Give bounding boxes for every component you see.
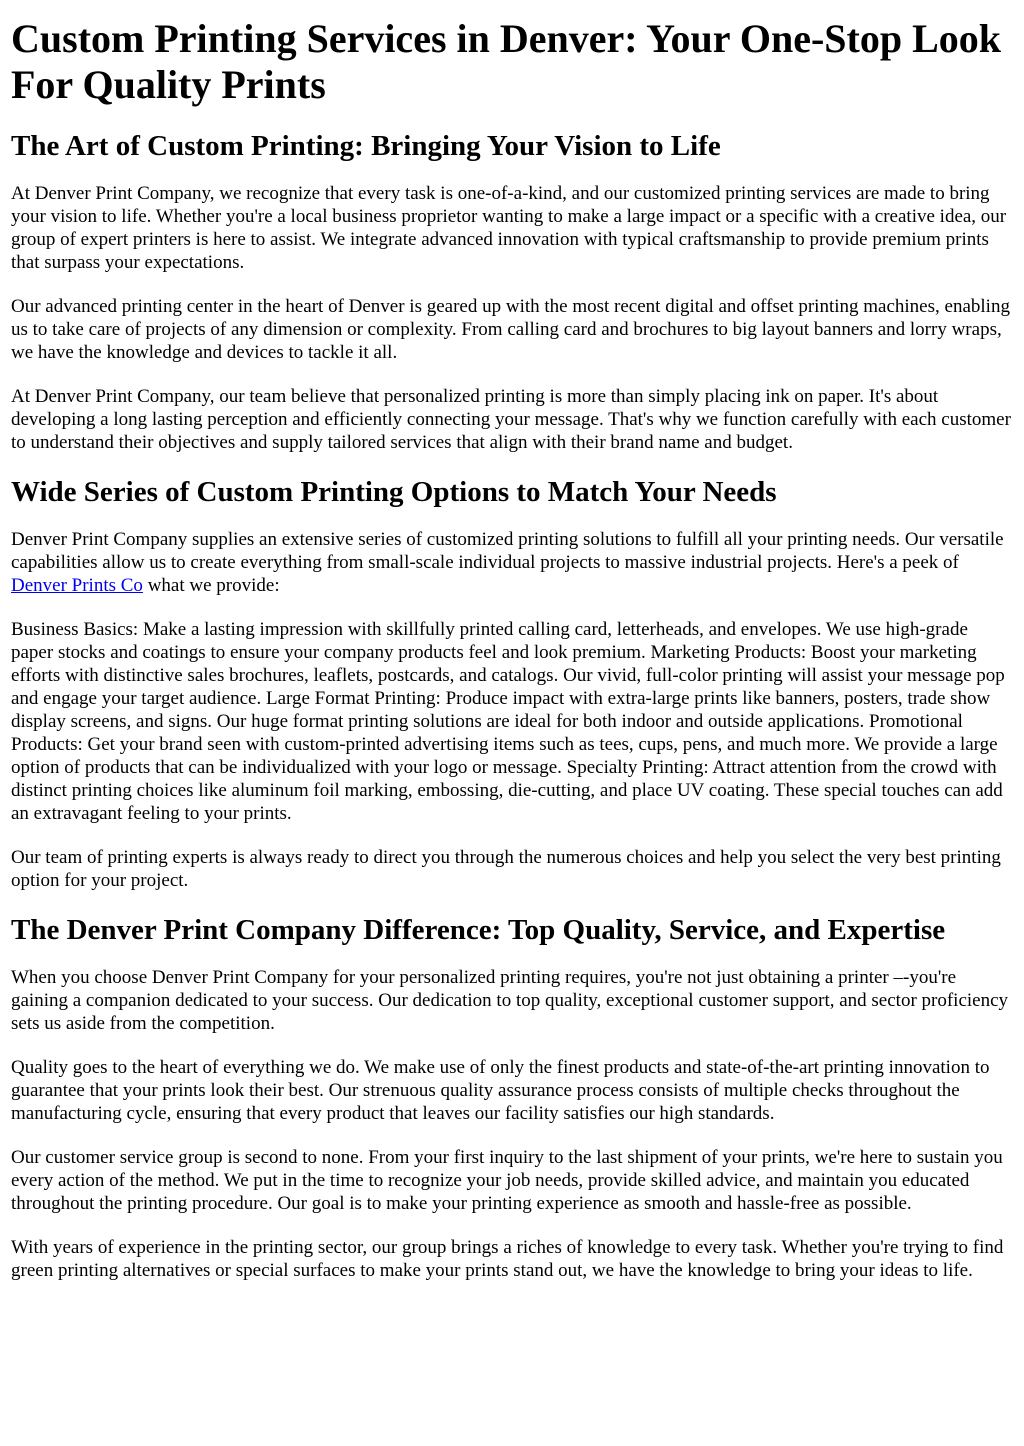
intro-text: Denver Print Company supplies an extensive series of customized printing solutions to fulfill all your printing needs. Our versatile capabilities allow us to create everything from small-scale individual projects to massive industrial projects. Here's a peek of [11,529,1004,573]
paragraph: At Denver Print Company, our team believe that personalized printing is more than simply placing ink on paper. It's about developing a long lasting perception and efficiently connecting your message. That's why we function carefully with each customer to understand their objectives and supply tailored services that align with their brand name and budget. [11,386,1011,453]
section-heading: The Denver Print Company Difference: Top Quality, Service, and Expertise [11,914,946,946]
section-company-difference [11,913,1013,1282]
paragraph: With years of experience in the printing sector, our group brings a riches of knowledge to every task. Whether you're trying to find green printing alternatives or special surfaces to make your prints stand out, we have the knowledge to bring your ideas to life. [11,1237,1004,1281]
section-art-of-custom-printing [11,129,1013,454]
intro-text-end: what we provide: [142,575,280,596]
section-printing-options [11,475,1013,892]
paragraph-with-link [11,528,1013,597]
paragraph: Our customer service group is second to none. From your first inquiry to the last shipment of your prints, we're here to sustain you every action of the method. We put in the time to recognize your job needs, provide skilled advice, and maintain you educated throughout the printing procedure. Our goal is to make your printing experience as smooth and hassle-free as possible. [11,1147,1003,1214]
paragraph: When you choose Denver Print Company for your personalized printing requires, you're not just obtaining a printer –-you're gaining a companion dedicated to your success. Our dedication to top quality, exceptional customer support, and sector proficiency sets us aside from the competition. [11,967,1009,1034]
page-title: Custom Printing Services in Denver: Your One-Stop Look For Quality Prints [11,16,1001,107]
paragraph: Quality goes to the heart of everything we do. We make use of only the finest products and state-of-the-art printing innovation to guarantee that your prints look their best. Our strenuous quality assurance process consists of multiple checks throughout the manufacturing cycle, ensuring that every product that leaves our facility satisfies our high standards. [11,1057,990,1124]
section-heading: The Art of Custom Printing: Bringing Your Vision to Life [11,130,721,162]
paragraph: At Denver Print Company, we recognize that every task is one-of-a-kind, and our customized printing services are made to bring your vision to life. Whether you're a local business proprietor wanting to make a large impact or a specific with a creative idea, our group of expert printers is here to assist. We integrate advanced innovation with typical craftsmanship to provide premium prints that surpass your expectations. [11,183,1007,273]
paragraph: Business Basics: Make a lasting impression with skillfully printed calling card, letterheads, and envelopes. We use high-grade paper stocks and coatings to ensure your company products feel and look premium. Marketing Products: Boost your marketing efforts with distinctive sales brochures, leaflets, postcards, and catalogs. Our vivid, full-color printing will assist your message pop and engage your target audience. Large Format Printing: Produce impact with extra-large prints like banners, posters, trade show display screens, and signs. Our huge format printing solutions are ideal for both indoor and outside applications. Promotional Products: Get your brand seen with custom-printed advertising items such as tees, cups, pens, and much more. We provide a large option of products that can be individualized with your logo or message. Specialty Printing: Attract attention from the crowd with distinct printing choices like aluminum foil marking, embossing, die-cutting, and place UV coating. These special touches can add an extravagant feeling to your prints. [11,619,1005,824]
paragraph: Our advanced printing center in the heart of Denver is geared up with the most recent digital and offset printing machines, enabling us to take care of projects of any dimension or complexity. From calling card and brochures to big layout banners and lorry wraps, we have the knowledge and devices to tackle it all. [11,296,1010,363]
paragraph: Our team of printing experts is always ready to direct you through the numerous choices and help you select the very best printing option for your project. [11,847,1001,891]
section-heading: Wide Series of Custom Printing Options to Match Your Needs [11,476,777,508]
denver-prints-co-link[interactable]: Denver Prints Co [11,575,143,596]
